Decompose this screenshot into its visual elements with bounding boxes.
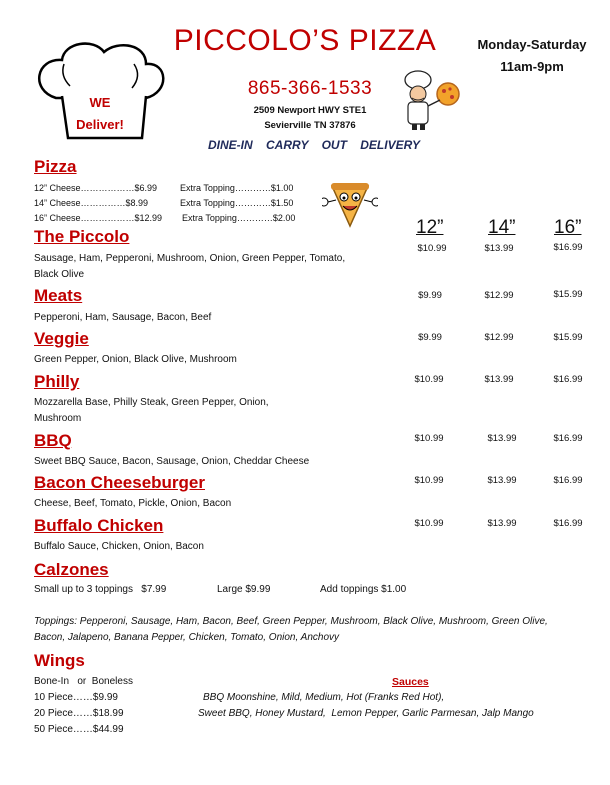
- phone-number[interactable]: 865-366-1533: [247, 78, 373, 99]
- price-12: $9.99: [418, 332, 442, 343]
- price-14: $13.99: [484, 374, 514, 385]
- pizza-size-14: 14” Cheese……………$8.99: [34, 198, 149, 208]
- specialty-desc: Pepperoni, Ham, Sausage, Bacon, Beef: [34, 312, 212, 323]
- wings-style: Bone-In or Boneless: [34, 676, 133, 687]
- sauces-heading: Sauces: [392, 676, 429, 688]
- address-line-2: Sevierville TN 37876: [264, 120, 356, 131]
- service-options: DINE-IN CARRY OUT DELIVERY: [208, 138, 421, 152]
- hours-days: Monday-Saturday: [477, 37, 587, 52]
- price-16: $15.99: [553, 289, 583, 300]
- pizza-size-16: 16” Cheese………………$12.99: [34, 213, 163, 223]
- calzone-large: Large $9.99: [217, 584, 271, 595]
- calzones-heading: Calzones: [34, 560, 109, 579]
- calzone-add-toppings: Add toppings $1.00: [320, 584, 407, 595]
- price-14: $13.99: [487, 518, 517, 529]
- specialty-desc: Cheese, Beef, Tomato, Pickle, Onion, Bacon: [34, 498, 232, 509]
- toppings-list: Toppings: Pepperoni, Sausage, Ham, Bacon, Beef, Green Pepper, Mushroom, Black Olive, Mushroom, Green Olive, Bacon, Jalapeno, Banana Pepper, Chicken, Tomato, Onion, Anchovy: [34, 616, 548, 643]
- delivery-badge-line-1: WE: [89, 95, 111, 110]
- pizza-price-list: [34, 181, 334, 229]
- price-16: $16.99: [553, 374, 583, 385]
- price-14: $13.99: [484, 243, 514, 254]
- price-12: $10.99: [414, 475, 444, 486]
- specialty-desc: Sausage, Ham, Pepperoni, Mushroom, Onion, Green Pepper, Tomato, Black Olive: [34, 253, 346, 280]
- extra-topping-12: Extra Topping…………$1.00: [180, 183, 294, 193]
- wings-heading: Wings: [34, 651, 85, 670]
- delivery-badge: [60, 92, 140, 136]
- hours: [472, 34, 592, 78]
- specialty-name: BBQ: [34, 431, 72, 450]
- specialty-name: The Piccolo: [34, 227, 130, 246]
- specialty-name: Bacon Cheeseburger: [34, 473, 205, 492]
- specialty-desc: Buffalo Sauce, Chicken, Onion, Bacon: [34, 541, 204, 552]
- price-12: $9.99: [418, 290, 442, 301]
- specialty-desc: Sweet BBQ Sauce, Bacon, Sausage, Onion, Cheddar Cheese: [34, 456, 310, 467]
- wings-10-piece: 10 Piece……$9.99: [34, 692, 118, 703]
- address-line-1: 2509 Newport HWY STE1: [253, 105, 367, 116]
- price-12: $10.99: [414, 374, 444, 385]
- specialty-name: Meats: [34, 286, 83, 305]
- specialty-name: Philly: [34, 372, 80, 391]
- price-14: $13.99: [487, 433, 517, 444]
- pizza-size-12: 12” Cheese………………$6.99: [34, 183, 158, 193]
- price-16: $15.99: [553, 332, 583, 343]
- price-12: $10.99: [414, 433, 444, 444]
- price-16: $16.99: [553, 242, 583, 253]
- size-header-16: 16”: [554, 217, 582, 238]
- restaurant-title: PICCOLO’S PIZZA: [173, 24, 437, 57]
- specialty-desc: Mozzarella Base, Philly Steak, Green Pepper, Onion, Mushroom: [34, 397, 269, 424]
- calzone-small: Small up to 3 toppings $7.99: [34, 584, 167, 595]
- pizza-heading: Pizza: [34, 157, 77, 176]
- price-14: $13.99: [487, 475, 517, 486]
- size-header-14: 14”: [488, 217, 516, 238]
- price-14: $12.99: [484, 332, 514, 343]
- size-header-12: 12”: [416, 217, 444, 238]
- extra-topping-16: Extra Topping…………$2.00: [182, 213, 296, 223]
- price-16: $16.99: [553, 433, 583, 444]
- specialty-name: Buffalo Chicken: [34, 516, 164, 535]
- specialty-desc: Green Pepper, Onion, Black Olive, Mushroom: [34, 354, 237, 365]
- specialty-name: Veggie: [34, 329, 89, 348]
- hours-time: 11am-9pm: [500, 59, 564, 74]
- wings-50-piece: 50 Piece……$44.99: [34, 724, 124, 735]
- price-12: $10.99: [414, 518, 444, 529]
- price-16: $16.99: [553, 518, 583, 529]
- delivery-badge-line-2: Deliver!: [76, 117, 124, 132]
- price-12: $10.99: [417, 243, 447, 254]
- wings-20-piece: 20 Piece……$18.99: [34, 708, 124, 719]
- price-14: $12.99: [484, 290, 514, 301]
- extra-topping-14: Extra Topping…………$1.50: [180, 198, 294, 208]
- chef-with-pizza-icon: [398, 70, 462, 132]
- price-16: $16.99: [553, 475, 583, 486]
- sauces-line-1: BBQ Moonshine, Mild, Medium, Hot (Franks Red Hot),: [203, 692, 445, 703]
- sauces-line-2: Sweet BBQ, Honey Mustard, Lemon Pepper, Garlic Parmesan, Jalp Mango: [198, 708, 534, 719]
